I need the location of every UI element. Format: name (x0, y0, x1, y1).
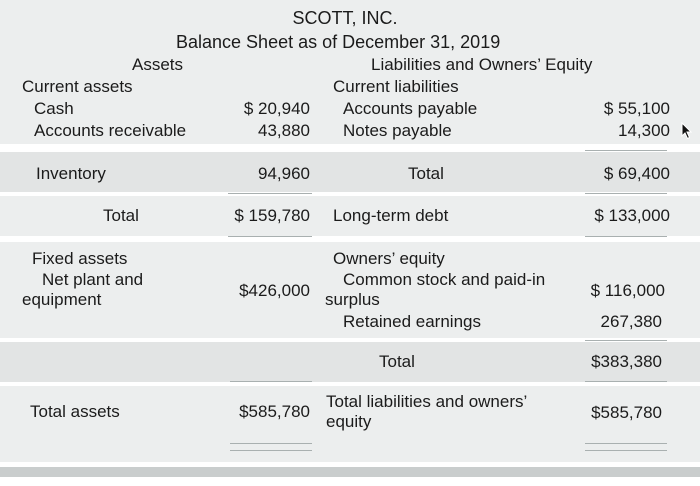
ltd-label: Long-term debt (333, 206, 449, 225)
ltd-value: $ 133,000 (594, 206, 670, 225)
total-le-label-1: Total liabilities and owners’ (326, 392, 528, 411)
bottom-bar (0, 467, 700, 477)
net-plant-value: $426,000 (239, 281, 310, 300)
fixed-assets-label: Fixed assets (32, 249, 128, 268)
pre-total-assets-underline (230, 381, 312, 382)
common-stock-label-1: Common stock and paid-in (343, 270, 546, 289)
retained-earnings-label: Retained earnings (343, 312, 481, 331)
current-liabilities-label: Current liabilities (333, 77, 459, 96)
owners-equity-label: Owners’ equity (333, 249, 445, 268)
total-assets-value: $585,780 (239, 402, 310, 421)
ar-value: 43,880 (258, 121, 310, 140)
net-plant-label-2: equipment (22, 290, 102, 309)
current-assets-total-label: Total (103, 206, 139, 225)
retained-earnings-value: 267,380 (600, 312, 662, 331)
ar-label: Accounts receivable (34, 121, 187, 140)
total-assets-label: Total assets (30, 402, 120, 421)
assets-heading: Assets (132, 55, 184, 74)
total-le-double-underline-2 (585, 450, 667, 451)
equity-total-underline (585, 381, 667, 382)
total-assets-double-underline-1 (230, 443, 312, 444)
liabilities-heading: Liabilities and Owners’ Equity (371, 55, 593, 74)
current-liabilities-total-underline (585, 193, 667, 194)
np-label: Notes payable (343, 121, 452, 140)
cash-value: $ 20,940 (243, 99, 310, 118)
ap-label: Accounts payable (343, 99, 478, 118)
current-liabilities-total-value: $ 69,400 (603, 164, 670, 183)
np-underline (585, 150, 667, 151)
common-stock-label-2: surplus (325, 290, 380, 309)
common-stock-value: $ 116,000 (590, 281, 665, 300)
total-le-value: $585,780 (591, 403, 662, 422)
equity-total-label: Total (379, 352, 415, 371)
current-assets-total-underline (228, 236, 312, 237)
total-le-label-2: equity (326, 412, 372, 431)
current-liabilities-total-label: Total (408, 164, 444, 183)
retained-earnings-underline (585, 340, 667, 341)
current-assets-label: Current assets (22, 77, 133, 96)
ap-value: $ 55,100 (603, 99, 670, 118)
mouse-pointer-icon (680, 122, 694, 140)
net-plant-label-1: Net plant and (42, 270, 144, 289)
total-le-double-underline-1 (585, 443, 667, 444)
current-assets-total-value: $ 159,780 (234, 206, 310, 225)
inventory-label: Inventory (36, 164, 106, 183)
np-value: 14,300 (618, 121, 670, 140)
cash-label: Cash (34, 99, 74, 118)
inventory-value: 94,960 (258, 164, 310, 183)
ltd-underline (585, 236, 667, 237)
inventory-underline (228, 193, 312, 194)
statement-title: Balance Sheet as of December 31, 2019 (176, 32, 501, 52)
equity-total-value: $383,380 (591, 352, 662, 371)
company-name: SCOTT, INC. (292, 8, 398, 28)
total-assets-double-underline-2 (230, 450, 312, 451)
